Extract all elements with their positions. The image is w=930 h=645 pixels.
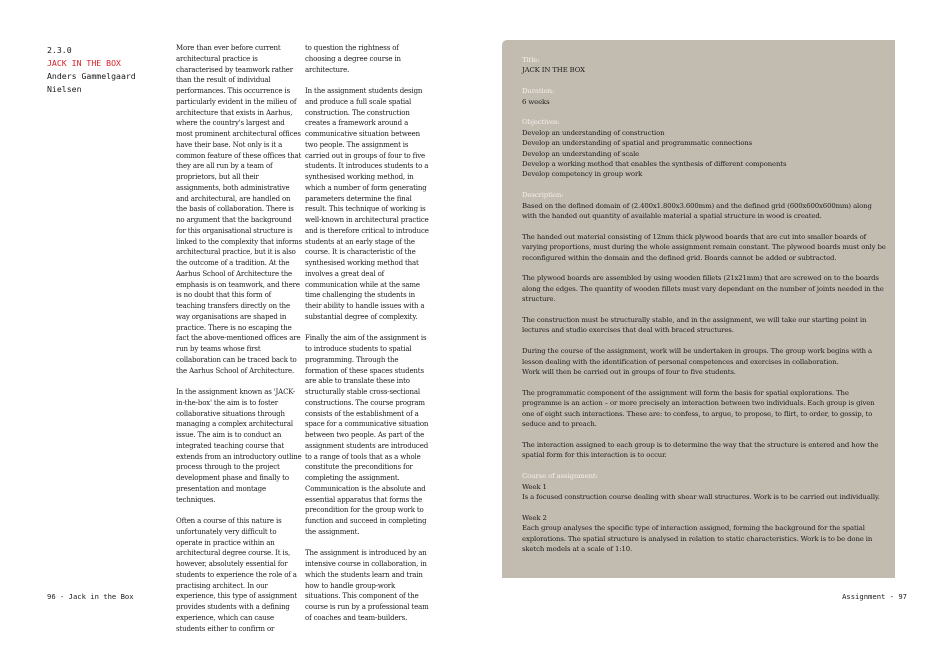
assignment-info-panel [502, 40, 895, 578]
paragraph: The assignment is introduced by an intensive course in collaboration, in which the students learn and train how to handle group-work situations. This component of the course is run by a professional team of coaches and team-builders. [305, 549, 429, 622]
objective-item: Develop competency in group work [522, 170, 643, 179]
week-text: Is a focused construction course dealing with shear wall structures. Work is to be carried out individually. [522, 492, 880, 501]
description-paragraph: The plywood boards are assembled by using wooden fillets (21x21mm) that are screwed on to the boards along the edges. The quantity of wooden fillets must vary dependant on the number of joints needed in the structure. [522, 274, 884, 304]
description-section [522, 190, 887, 460]
description-paragraph: During the course of the assignment, work will be undertaken in groups. The group work begins with a lesson dealing with the identification of personal competences and exercises in collaboration. [522, 347, 873, 366]
objective-item: Develop a working method that enables the synthesis of different components [522, 160, 787, 169]
page-footer-left: 96 - Jack in the Box [47, 592, 134, 601]
body-column-2 [305, 43, 431, 634]
title-value: JACK IN THE BOX [522, 66, 585, 75]
paragraph: More than ever before current architectural practice is characterised by teamwork rather than the result of individual performances. This occurrence is particularly evident in the milieu of architecture that exists in Aarhus, where the country's largest and most prominent architectural offices have their base. Not only is it a common feature of these offices that they are all run by a team of proprietors, but all their assignments, both administrative and architectural, are handled on the basis of collaboration. There is no argument that the background for this organisational structure is linked to the complexity that informs architectural practice, but it is also the outcome of a tradition. At the Aarhus School of Architecture the emphasis is on teamwork, and there is no doubt that this form of teaching transfers directly on the way organisations are shaped in practice. There is no escaping the fact the above-mentioned offices are run by teams whose first collaboration can be traced back to the Aarhus School of Architecture. [176, 44, 302, 375]
description-paragraph: The construction must be structurally stable, and in the assignment, we will take our starting point in lectures and studio exercises that deal with braced structures. [522, 316, 867, 335]
duration-label: Duration: [522, 87, 555, 96]
duration-section [522, 86, 887, 107]
section-number: 2.3.0 [47, 45, 72, 55]
page-footer-right: Assignment - 97 [842, 592, 907, 601]
description-paragraph: The interaction assigned to each group is to determine the way that the structure is entered and how the spatial form for this interaction is to occur. [522, 440, 879, 460]
objective-item: Develop an understanding of construction [522, 128, 665, 137]
description-paragraph: The handed out material consisting of 12mm thick plywood boards that are cut into smaller boards of varying proportions, must during the whole assignment remain constant. The plywood boards must only be reconfigured within the domain and the defined grid. Boards cannot be added or subtracted. [522, 232, 886, 262]
chapter-title: JACK IN THE BOX [47, 58, 121, 68]
objective-item: Develop an understanding of spatial and programmatic connections [522, 139, 753, 148]
title-label: Title: [522, 56, 540, 64]
week-text: Each group analyses the specific type of interaction assigned, forming the background for the spatial explorations. The spatial structure is analysed in relation to static characteristics. Work is to be done in sketch models at a scale of 1:10. [522, 524, 873, 553]
body-column-1 [176, 43, 302, 645]
paragraph: Often a course of this nature is unfortunately very difficult to operate in practice within an architectural degree course. It is, however, absolutely essential for students to experience the role of a practising architect. In our experience, this type of assignment provides students with a defining experience, which can cause students either to confirm or [176, 517, 297, 633]
description-label: Description: [522, 191, 564, 200]
description-paragraph: Work will then be carried out in groups of four to five students. [522, 368, 736, 377]
author-name: Anders Gammelgaard Nielsen [47, 71, 136, 94]
title-section [522, 55, 887, 76]
paragraph: In the assignment known as 'JACK-in-the-box' the aim is to foster collaborative situations through managing a complex architectural issue. The aim is to conduct an integrated teaching course that extends from an introductory outline process through to the project development phase and finally to presentation and montage techniques. [176, 388, 302, 504]
paragraph: Finally the aim of the assignment is to introduce students to spatial programming. Through the formation of these spaces students are able to translate these into structurally stable cross-sectional constructions. The course program consists of the establishment of a space for a communicative situation between two people. As part of the assignment students are introduced to a range of tools that as a whole constitute the preconditions for completing the assignment. Communication is the absolute and essential apparatus that forms the precondition for the group work to function and succeed in completing the assignment. [305, 334, 429, 536]
paragraph: to question the rightness of choosing a degree course in architecture. [305, 44, 401, 74]
duration-value: 6 weeks [522, 97, 550, 106]
paragraph: In the assignment students design and produce a full scale spatial construction. The construction creates a framework around a communicative situation between two people. The assignment is carried out in groups of four to five students. It introduces students to a synthesised working method, in which a number of form generating parameters determine the final result. This technique of working is well-known in architectural practice and is therefore critical to introduce students at an early stage of the course. It is characteristic of the synthesised working method that involves a great deal of communication while at the same time challenging the students in their ability to handle issues with a substantial degree of complexity. [305, 87, 429, 321]
objectives-label: Objectives: [522, 118, 560, 127]
course-label: Course of assignment: [522, 472, 598, 481]
week-label: Week 2 [522, 513, 547, 522]
description-paragraph: Based on the defined domain of (2.400x1.800x3.600mm) and the defined grid (600x600x600mm) along with the handed out quantity of available material a spatial structure in wood is created. [522, 201, 872, 221]
week-label: Week 1 [522, 482, 547, 491]
objective-item: Develop an understanding of scale [522, 149, 640, 158]
chapter-header [47, 44, 172, 96]
objectives-section [522, 117, 887, 179]
description-paragraph: The programmatic component of the assignment will form the basis for spatial explorations. The programme is an action – or more precisely an interaction between two individuals. Each group is given one of eight such interactions. These are: to confess, to argue, to propose, to flirt, to order, to gossip, to seduce and to preach. [522, 388, 875, 429]
course-section [522, 471, 887, 554]
